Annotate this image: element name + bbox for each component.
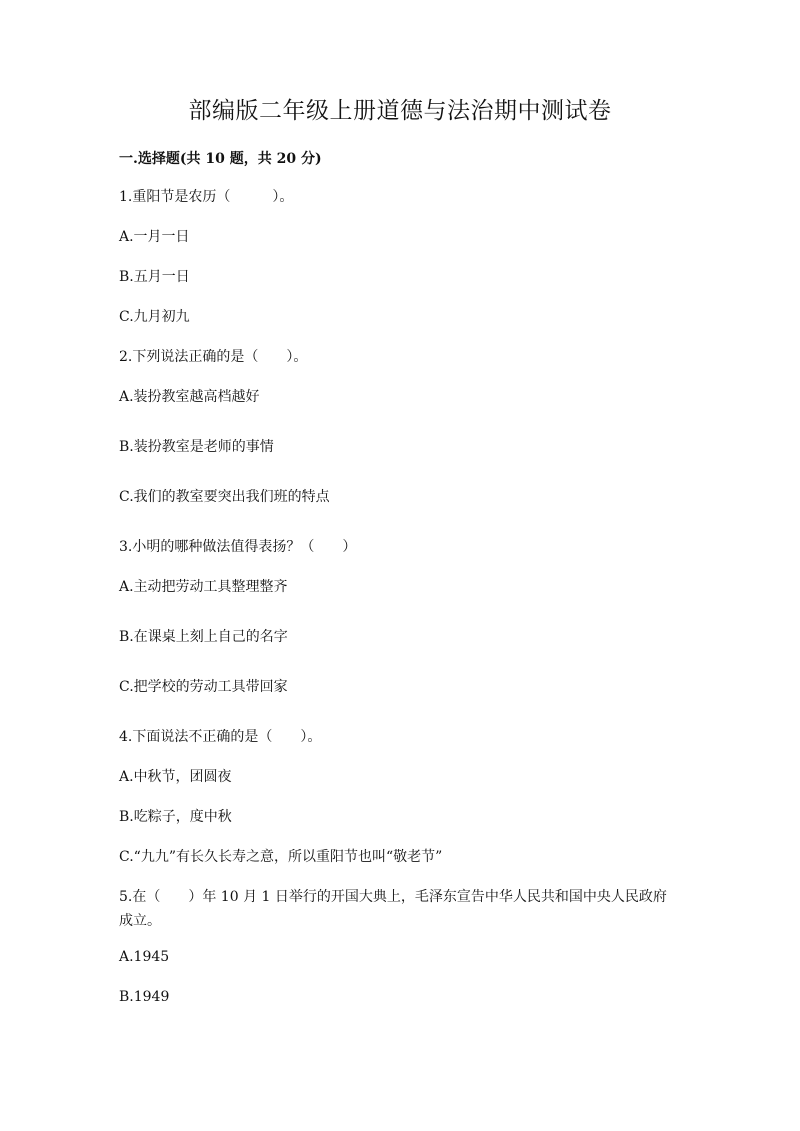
question-5-stem: 5.在（ ）年 10 月 1 日举行的开国大典上，毛泽东宣告中华人民共和国中央人民政府成立。 — [119, 889, 667, 929]
question-2-option-c: C.我们的教室要突出我们班的特点 — [119, 489, 330, 505]
question-2-option-b: B.装扮教室是老师的事情 — [119, 439, 274, 455]
question-2-option-a: A.装扮教室越高档越好 — [119, 389, 260, 405]
question-4-option-b: B.吃粽子，度中秋 — [119, 809, 232, 825]
question-5-option-a: A.1945 — [119, 949, 170, 965]
question-1-option-a: A.一月一日 — [119, 229, 190, 245]
section-heading: 一.选择题(共 10 题，共 20 分) — [119, 151, 322, 167]
question-1-stem: 1.重阳节是农历（ ）。 — [119, 189, 294, 205]
question-1-option-c: C.九月初九 — [119, 309, 190, 325]
question-3-option-b: B.在课桌上刻上自己的名字 — [119, 629, 288, 645]
question-4-option-a: A.中秋节，团圆夜 — [119, 769, 232, 785]
question-4-option-c: C.“九九”有长久长寿之意，所以重阳节也叫“敬老节” — [119, 849, 443, 865]
question-3-option-a: A.主动把劳动工具整理整齐 — [119, 579, 288, 595]
question-4-stem: 4.下面说法不正确的是（ ）。 — [119, 729, 322, 745]
question-2-stem: 2.下列说法正确的是（ ）。 — [119, 349, 308, 365]
page-title: 部编版二年级上册道德与法治期中测试卷 — [188, 98, 612, 124]
question-3-option-c: C.把学校的劳动工具带回家 — [119, 679, 288, 695]
question-1-option-b: B.五月一日 — [119, 269, 190, 285]
question-5-option-b: B.1949 — [119, 989, 170, 1005]
question-3-stem: 3.小明的哪种做法值得表扬？（ ） — [119, 539, 357, 555]
